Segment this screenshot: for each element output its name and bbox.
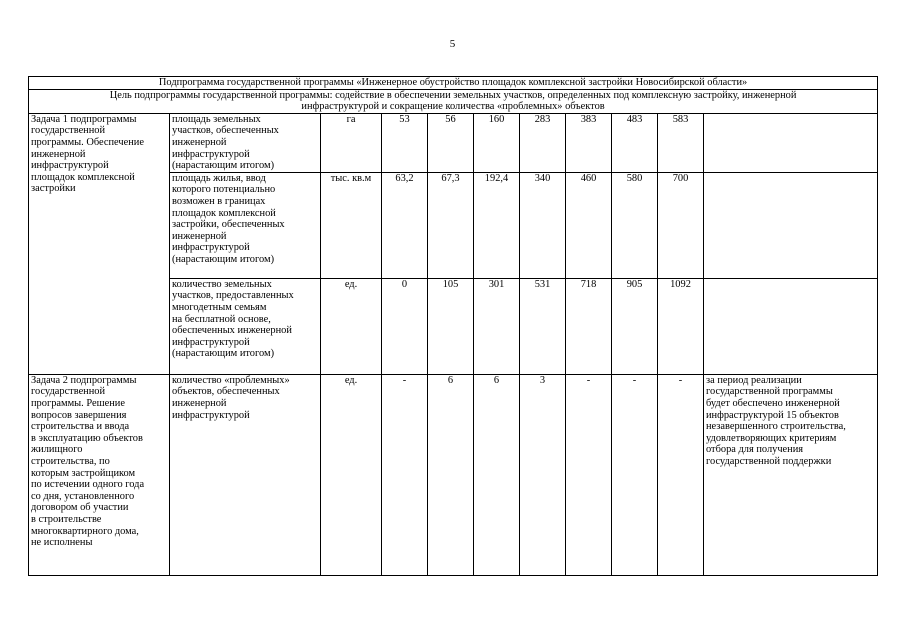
value-cell: -	[612, 374, 658, 575]
indicator-cell: площадь земельных участков, обеспеченных инженерной инфраструктурой (нарастающим итогом)	[170, 113, 321, 172]
table-row	[29, 374, 878, 575]
page-number: 5	[449, 38, 456, 50]
value-cell: 6	[474, 374, 520, 575]
value-cell: 67,3	[428, 172, 474, 278]
subprogram-title: Подпрограмма государственной программы «Инженерное обустройство площадок комплексной застройки Новосибирской области»	[29, 77, 878, 90]
value-cell: 3	[520, 374, 566, 575]
value-cell: 192,4	[474, 172, 520, 278]
value-cell: 460	[566, 172, 612, 278]
value-cell: -	[658, 374, 704, 575]
unit-cell: га	[321, 113, 382, 172]
goal-row	[29, 89, 878, 113]
value-cell: 583	[658, 113, 704, 172]
subprogram-goal: Цель подпрограммы государственной программы: содействие в обеспечении земельных участков, определенных под комплексную застройку, инженерной инфраструктурой и сокращение количества «проблемных» объектов	[29, 89, 878, 113]
indicator-cell: количество «проблемных» объектов, обеспеченных инженерной инфраструктурой	[170, 374, 321, 575]
value-cell: 700	[658, 172, 704, 278]
note-cell: за период реализации государственной программы будет обеспечено инженерной инфраструктурой 15 объектов незавершенного строительства, удовлетворяющих критериям отбора для получения государственной поддержки	[704, 374, 878, 575]
value-cell: -	[382, 374, 428, 575]
value-cell: -	[566, 374, 612, 575]
unit-cell: тыс. кв.м	[321, 172, 382, 278]
value-cell: 283	[520, 113, 566, 172]
value-cell: 580	[612, 172, 658, 278]
table-row	[29, 113, 878, 172]
value-cell: 483	[612, 113, 658, 172]
value-cell: 383	[566, 113, 612, 172]
value-cell: 0	[382, 278, 428, 374]
note-cell	[704, 278, 878, 374]
value-cell: 53	[382, 113, 428, 172]
subprogram-title-row	[29, 77, 878, 90]
value-cell: 105	[428, 278, 474, 374]
value-cell: 56	[428, 113, 474, 172]
note-cell	[704, 172, 878, 278]
value-cell: 340	[520, 172, 566, 278]
task1-label: Задача 1 подпрограммы государственной программы. Обеспечение инженерной инфраструктурой площадок комплексной застройки	[29, 113, 170, 374]
value-cell: 718	[566, 278, 612, 374]
value-cell: 160	[474, 113, 520, 172]
value-cell: 63,2	[382, 172, 428, 278]
value-cell: 531	[520, 278, 566, 374]
value-cell: 905	[612, 278, 658, 374]
task2-label: Задача 2 подпрограммы государственной программы. Решение вопросов завершения строительства и ввода в эксплуатацию объектов жилищного строительства, по которым застройщиком по истечении одного года со дня, установленного договором об участии в строительстве многоквартирного дома, не исполнены	[29, 374, 170, 575]
indicator-cell: количество земельных участков, предоставленных многодетным семьям на бесплатной основе, обеспеченных инженерной инфраструктурой (нарастающим итогом)	[170, 278, 321, 374]
unit-cell: ед.	[321, 278, 382, 374]
value-cell: 1092	[658, 278, 704, 374]
unit-cell: ед.	[321, 374, 382, 575]
value-cell: 6	[428, 374, 474, 575]
indicator-cell: площадь жилья, ввод которого потенциально возможен в границах площадок комплексной застройки, обеспеченных инженерной инфраструктурой (нарастающим итогом)	[170, 172, 321, 278]
indicators-table	[28, 76, 878, 576]
value-cell: 301	[474, 278, 520, 374]
note-cell	[704, 113, 878, 172]
